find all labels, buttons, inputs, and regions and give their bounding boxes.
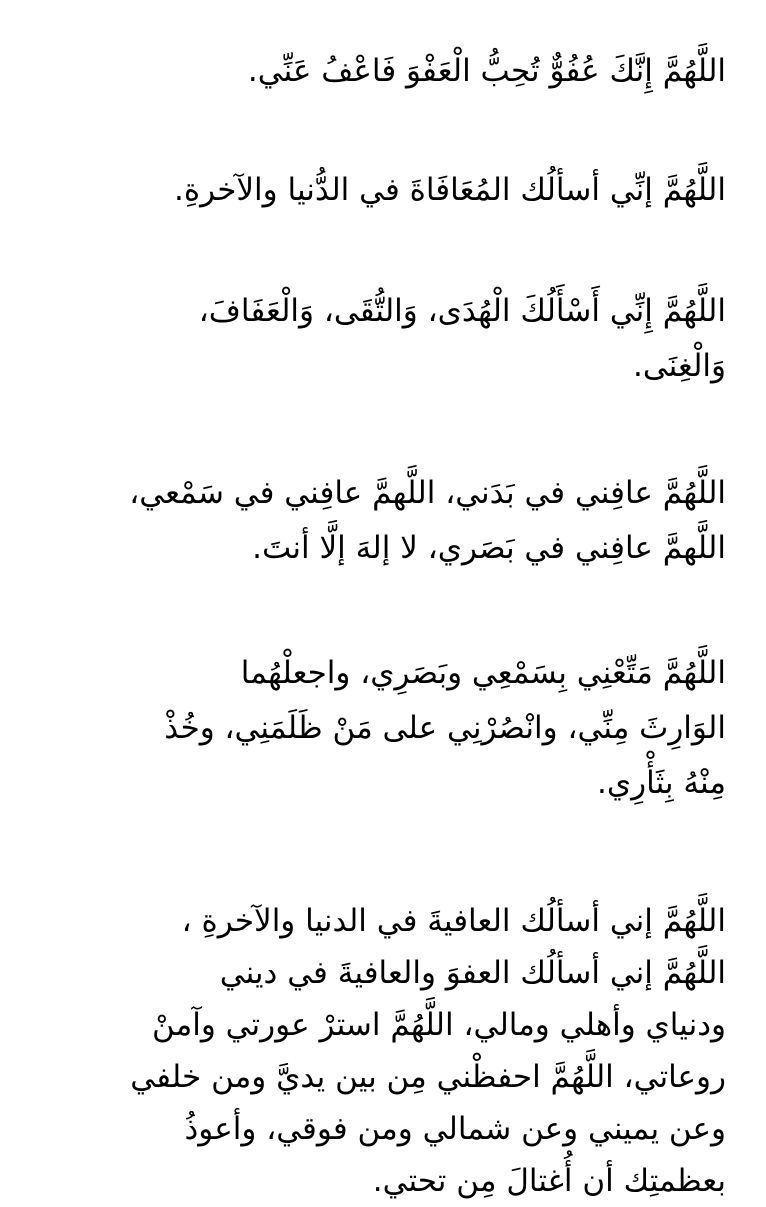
paragraph-1 — [40, 44, 726, 99]
paragraph-1-line-1: اللَّهُمَّ إِنَّكَ عُفُوٌّ تُحِبُّ الْعَفْوَ فَاعْفُ عَنِّي. — [247, 53, 726, 89]
paragraph-6-line-6: بعظمتِك أن أُغتالَ مِن تحتي. — [372, 1163, 726, 1199]
paragraph-6 — [40, 895, 726, 1207]
paragraph-5-line-2: الوَارِثَ مِنِّي، وانْصُرْنِي على مَنْ ظَلَمَنِي، وخُذْ — [164, 710, 726, 746]
paragraph-6-line-1: اللَّهُمَّ إني أسألُك العافيةَ في الدنيا والآخرةِ ، — [181, 903, 726, 939]
paragraph-3-line-2: وَالْغِنَى. — [632, 348, 726, 384]
paragraph-5-line-1: اللَّهُمَّ مَتِّعْنِي بِسَمْعِي وبَصَرِي، واجعلْهُما — [240, 655, 726, 691]
paragraph-6-line-4: روعاتي، اللَّهُمَّ احفظْني مِن بين يديَّ ومن خلفي — [130, 1059, 726, 1095]
paragraph-4 — [40, 466, 726, 576]
paragraph-5 — [40, 646, 726, 811]
paragraph-6-line-2: اللَّهُمَّ إني أسألُك العفوَ والعافيةَ في ديني — [219, 955, 726, 991]
paragraph-6-line-5: وعن يميني وعن شمالي ومن فوقي، وأعوذُ — [184, 1111, 726, 1147]
paragraph-2-line-1: اللَّهُمَّ إنِّي أسألُك المُعَافَاةَ في الدُّنيا والآخرةِ. — [174, 172, 726, 208]
paragraph-4-line-2: اللَّهمَّ عافِني في بَصَري، لا إلهَ إلَّا أنتَ. — [252, 530, 726, 566]
paragraph-3 — [40, 284, 726, 394]
paragraph-4-line-1: اللَّهُمَّ عافِني في بَدَني، اللَّهمَّ عافِني في سَمْعي، — [129, 475, 726, 511]
paragraph-6-line-3: ودنياي وأهلي ومالي، اللَّهُمَّ استرْ عورتي وآمنْ — [152, 1007, 726, 1043]
paragraph-2 — [40, 163, 726, 218]
paragraph-3-line-1: اللَّهُمَّ إِنِّي أَسْأَلُكَ الْهُدَى، وَالتُّقَى، وَالْعَفَافَ، — [198, 293, 726, 329]
paragraph-5-line-3: مِنْهُ بِثَأْرِي. — [597, 765, 726, 801]
